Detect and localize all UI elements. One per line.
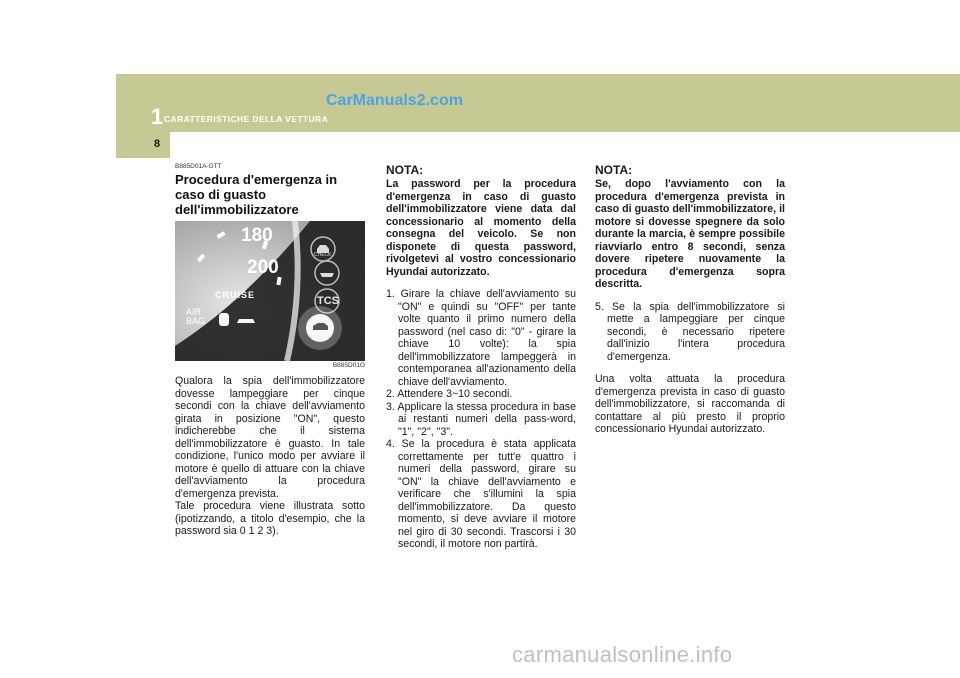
instrument-cluster-figure [175, 221, 365, 361]
air-bag-indicator [186, 308, 205, 326]
tcs-indicator: TCS [317, 295, 339, 307]
gauge-label-200: 200 [247, 257, 279, 278]
footer-watermark-link[interactable]: carmanualsonline.info [512, 642, 733, 667]
column-1 [175, 163, 365, 538]
list-item: 2. Attendere 3~10 secondi. [386, 388, 513, 400]
note-title: NOTA: [386, 163, 424, 177]
chapter-title: CARATTERISTICHE DELLA VETTURA [164, 114, 329, 124]
air-label: AIR [186, 307, 202, 317]
page-number: 8 [154, 138, 161, 150]
note-body: Se, dopo l'avviamento con la procedura d'emergenza prevista in caso di guasto dell'immobilizzatore, il motore si dovesse spegnere da solo durante la marcia, è sempre possibile riavviarlo entro 8 secondi, senza dovere ripetere nuovamente la procedura d'emergenza sopra descritta. [595, 178, 785, 290]
cruise-indicator: CRUISE [215, 290, 256, 300]
section-code: B885D01A-GTT [175, 163, 222, 170]
body-paragraph: Tale procedura viene illustrata sotto (ipotizzando, a titolo d'esempio, che la password sia 0 1 2 3). [175, 500, 365, 537]
note-body: La password per la procedura d'emergenza in caso di guasto dell'immobilizzatore viene data dal concessionario al momento della consegna del veicolo. Se non disponete di questa password, rivolgetevi al vostro concessionario Hyundai autorizzato. [386, 178, 576, 278]
chapter-number: 1 [151, 104, 164, 129]
gauge-label-180: 180 [241, 225, 273, 246]
page-tab [116, 132, 170, 158]
procedure-steps [595, 301, 785, 364]
procedure-steps [386, 288, 576, 551]
closing-paragraph: Una volta attuata la procedura d'emergenza prevista in caso di guasto dell'immobilizzatore, si raccomanda di contattare al più presto il proprio concessionario Hyundai autorizzato. [595, 373, 785, 435]
bag-label: BAG [186, 316, 206, 326]
note-title: NOTA: [595, 163, 633, 177]
list-item: 3. Applicare la stessa procedura in base ai restanti numeri della pass-word, "1", "2", "3". [386, 400, 576, 438]
column-3 [595, 163, 785, 436]
section-title: Procedura d'emergenza in caso di guasto dell'immobilizzatore [175, 172, 338, 217]
list-item: 1. Girare la chiave dell'avviamento su "ON" e quindi su "OFF" per tante volte quanto il primo numero della password (nel caso di: "0" - girare la chiave 10 volte): la spia dell'immobilizzatore lampeggerà in contemporanea all'azionamento della chiave dell'avviamento. [386, 288, 576, 388]
list-item: 4. Se la procedura è stata applicata correttamente per tutt'e quattro i numeri della password, girare su "ON" la chiave dell'avviamento e verificare che s'illumini la spia dell'immobilizzatore. Da questo momento, si deve avviare il motore nel giro di 30 secondi. Trascorsi i 30 secondi, il motore non partirà. [386, 438, 576, 550]
figure-code: B885D01O [332, 362, 365, 369]
check-engine-label: CHECK [314, 252, 332, 258]
body-paragraph: Qualora la spia dell'immobilizzatore dovesse lampeggiare per cinque secondi con la chiave dell'avviamento girata in posizione "ON", questo indicherebbe che il sistema dell'immobilizzatore è guasto. In tale condizione, l'unico modo per avviare il motore è quello di attuare con la chiave dell'avviamento la procedura d'emergenza prevista. [175, 375, 365, 500]
watermark-link[interactable]: CarManuals2.com [326, 92, 463, 109]
list-item: 5. Se la spia dell'immobilizzatore si mette a lampeggiare per cinque secondi, è necessario ripetere dall'inizio l'intera procedura d'emergenza. [595, 300, 785, 363]
column-2 [386, 163, 576, 551]
